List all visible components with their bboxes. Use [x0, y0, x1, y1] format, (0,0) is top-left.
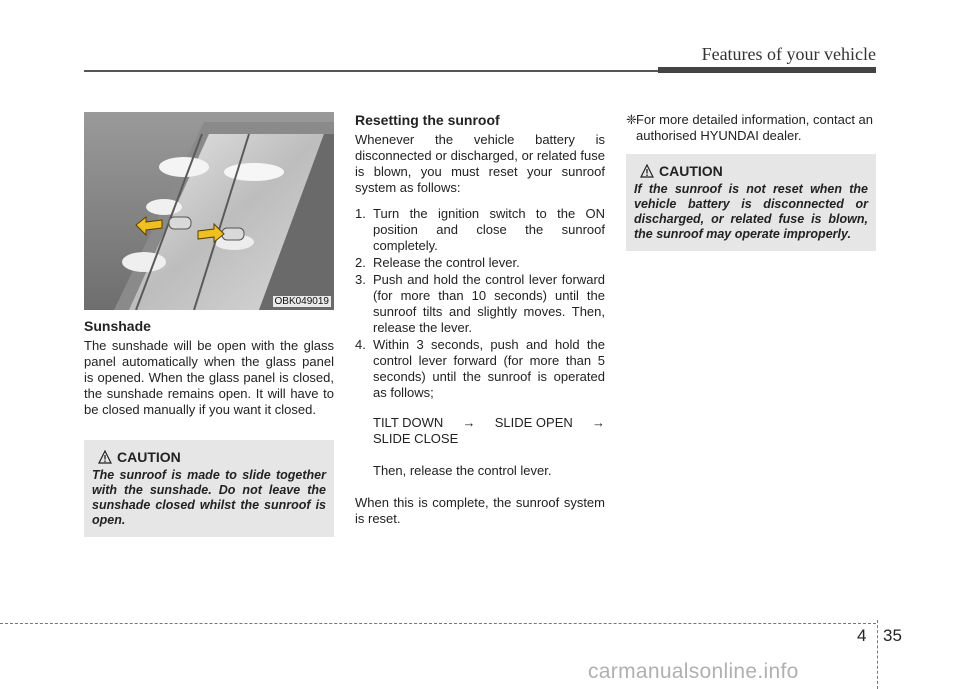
caution-header: [98, 449, 326, 465]
column-right: [626, 112, 876, 251]
dealer-note: [626, 112, 876, 144]
note-text: For more detailed information, contact an authorised HYUNDAI dealer.: [636, 112, 874, 143]
reset-steps-list: [355, 206, 605, 401]
watermark: carmanualsonline.info: [588, 660, 799, 683]
column-middle: [355, 112, 605, 527]
reset-complete-text: When this is complete, the sunroof system is reset.: [355, 495, 605, 526]
sunshade-body: The sunshade will be open with the glass panel automatically when the glass panel is opened. When the glass panel is closed, the sunshade remains open. It will have to be closed manually if you want it closed.: [84, 338, 334, 417]
column-left: [84, 112, 334, 537]
footer-rule: [0, 623, 876, 624]
resetting-heading: Resetting the sunroof: [355, 112, 500, 128]
list-item: 3. Push and hold the control lever forward (for more than 10 seconds) until the sunroof tilts and slightly moves. Then, release the lever.: [355, 272, 605, 335]
sequence-step-slide-open: SLIDE OPEN: [494, 415, 573, 430]
caution-header: [640, 163, 868, 179]
list-item: 1. Turn the ignition switch to the ON position and close the sunroof completely.: [355, 206, 605, 253]
figure-code: OBK049019: [274, 296, 329, 307]
footer-divider: [877, 620, 878, 689]
arrow-icon: →: [462, 415, 476, 430]
sequence-step-tilt-down: TILT DOWN: [373, 415, 444, 430]
header-rule-accent: [658, 67, 876, 73]
caution-box-sunshade: [84, 440, 334, 537]
list-item: 4. Within 3 seconds, push and hold the control lever forward (for more than 5 seconds) until the sunroof is operated as follows;: [355, 337, 605, 400]
chapter-number: 4: [857, 626, 867, 645]
caution-label: CAUTION: [659, 163, 723, 179]
caution-box-reset: [626, 154, 876, 251]
caution-label: CAUTION: [117, 449, 181, 465]
page-header-title: Features of your vehicle: [701, 44, 876, 64]
resetting-intro: Whenever the vehicle battery is disconnected or discharged, or related fuse is blown, you must reset your sunroof system as follows:: [355, 132, 605, 195]
page-number: 35: [883, 626, 902, 645]
sunroof-illustration: [84, 112, 334, 310]
sunshade-heading: Sunshade: [84, 318, 151, 334]
operation-sequence: [373, 415, 605, 447]
list-item: 2. Release the control lever.: [355, 255, 520, 270]
warning-icon: [98, 450, 112, 464]
note-mark-icon: ❈: [626, 112, 637, 127]
arrow-icon: →: [591, 415, 605, 430]
caution-text: The sunroof is made to slide together with the sunshade. Do not leave the sunshade closed whilst the sunroof is open.: [92, 468, 326, 527]
sequence-step-slide-close: SLIDE CLOSE: [373, 431, 459, 446]
caution-text: If the sunroof is not reset when the vehicle battery is disconnected or discharged, or related fuse is blown, the sunroof may operate improperly.: [634, 182, 868, 241]
release-instruction: Then, release the control lever.: [373, 463, 552, 478]
warning-icon: [640, 164, 654, 178]
sunroof-photo: [84, 112, 334, 310]
